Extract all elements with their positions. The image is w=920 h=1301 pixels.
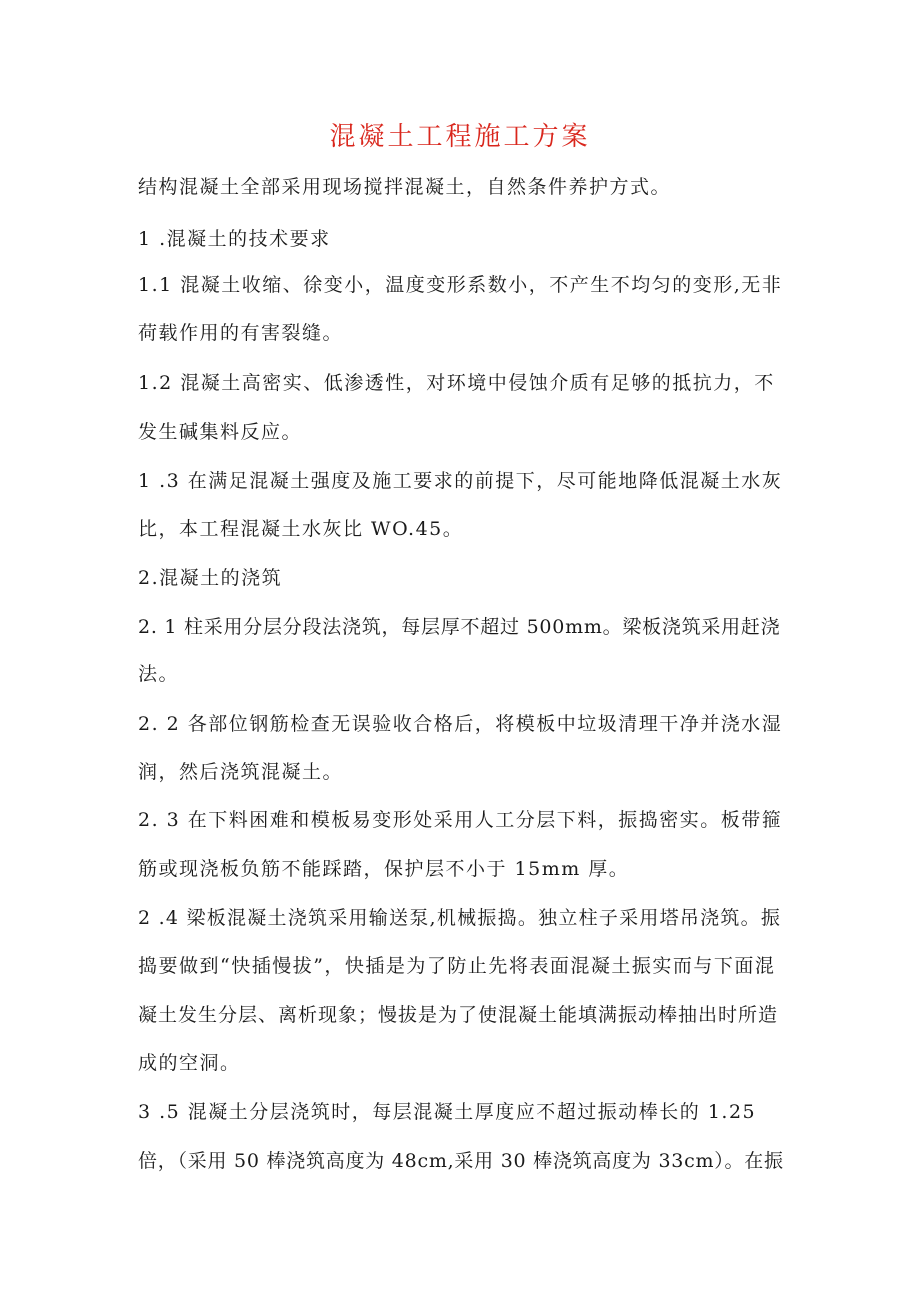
paragraph-line: 2. 2 各部位钢筋检查无误验收合格后，将模板中垃圾清理干净并浇水湿: [138, 713, 783, 735]
paragraph-line: 捣要做到“快插慢拔”，快插是为了防止先将表面混凝土振实而与下面混: [138, 955, 776, 977]
paragraph-line: 2 .4 梁板混凝土浇筑采用输送泵,机械振捣。独立柱子采用塔吊浇筑。振: [138, 907, 782, 929]
paragraph-line: 3 .5 混凝土分层浇筑时，每层混凝土厚度应不超过振动棒长的 1.25: [138, 1101, 757, 1123]
paragraph-line: 倍，（采用 50 棒浇筑高度为 48cm,采用 30 棒浇筑高度为 33cm）。在振: [138, 1150, 784, 1172]
document-title: 混凝土工程施工方案: [329, 122, 591, 152]
paragraph-line: 1.2 混凝土高密实、低渗透性，对环境中侵蚀介质有足够的抵抗力，不: [138, 372, 775, 394]
paragraph-line: 凝土发生分层、离析现象；慢拔是为了使混凝土能填满振动棒抽出时所造: [138, 1004, 779, 1026]
section-heading: 1 .混凝土的技术要求: [138, 228, 331, 250]
paragraph-line: 比，本工程混凝土水灰比 WO.45。: [138, 518, 464, 540]
paragraph-line: 润，然后浇筑混凝土。: [138, 761, 344, 783]
paragraph-line: 成的空洞。: [138, 1052, 241, 1074]
paragraph-line: 法。: [138, 663, 180, 685]
paragraph-line: 2. 3 在下料困难和模板易变形处采用人工分层下料，振捣密实。板带箍: [138, 809, 783, 831]
paragraph-line: 2. 1 柱采用分层分段法浇筑，每层厚不超过 500mm。梁板浇筑采用赶浇: [138, 616, 781, 638]
section-heading: 2.混凝土的浇筑: [138, 567, 283, 589]
paragraph-line: 筋或现浇板负筋不能踩踏，保护层不小于 15mm 厚。: [138, 858, 630, 880]
paragraph-line: 荷载作用的有害裂缝。: [138, 322, 344, 344]
paragraph-line: 结构混凝土全部采用现场搅拌混凝土，自然条件养护方式。: [138, 176, 672, 198]
paragraph-line: 发生碱集料反应。: [138, 421, 303, 443]
paragraph-line: 1 .3 在满足混凝土强度及施工要求的前提下，尽可能地降低混凝土水灰: [138, 470, 783, 492]
paragraph-line: 1.1 混凝土收缩、徐变小，温度变形系数小，不产生不均匀的变形,无非: [138, 274, 783, 296]
